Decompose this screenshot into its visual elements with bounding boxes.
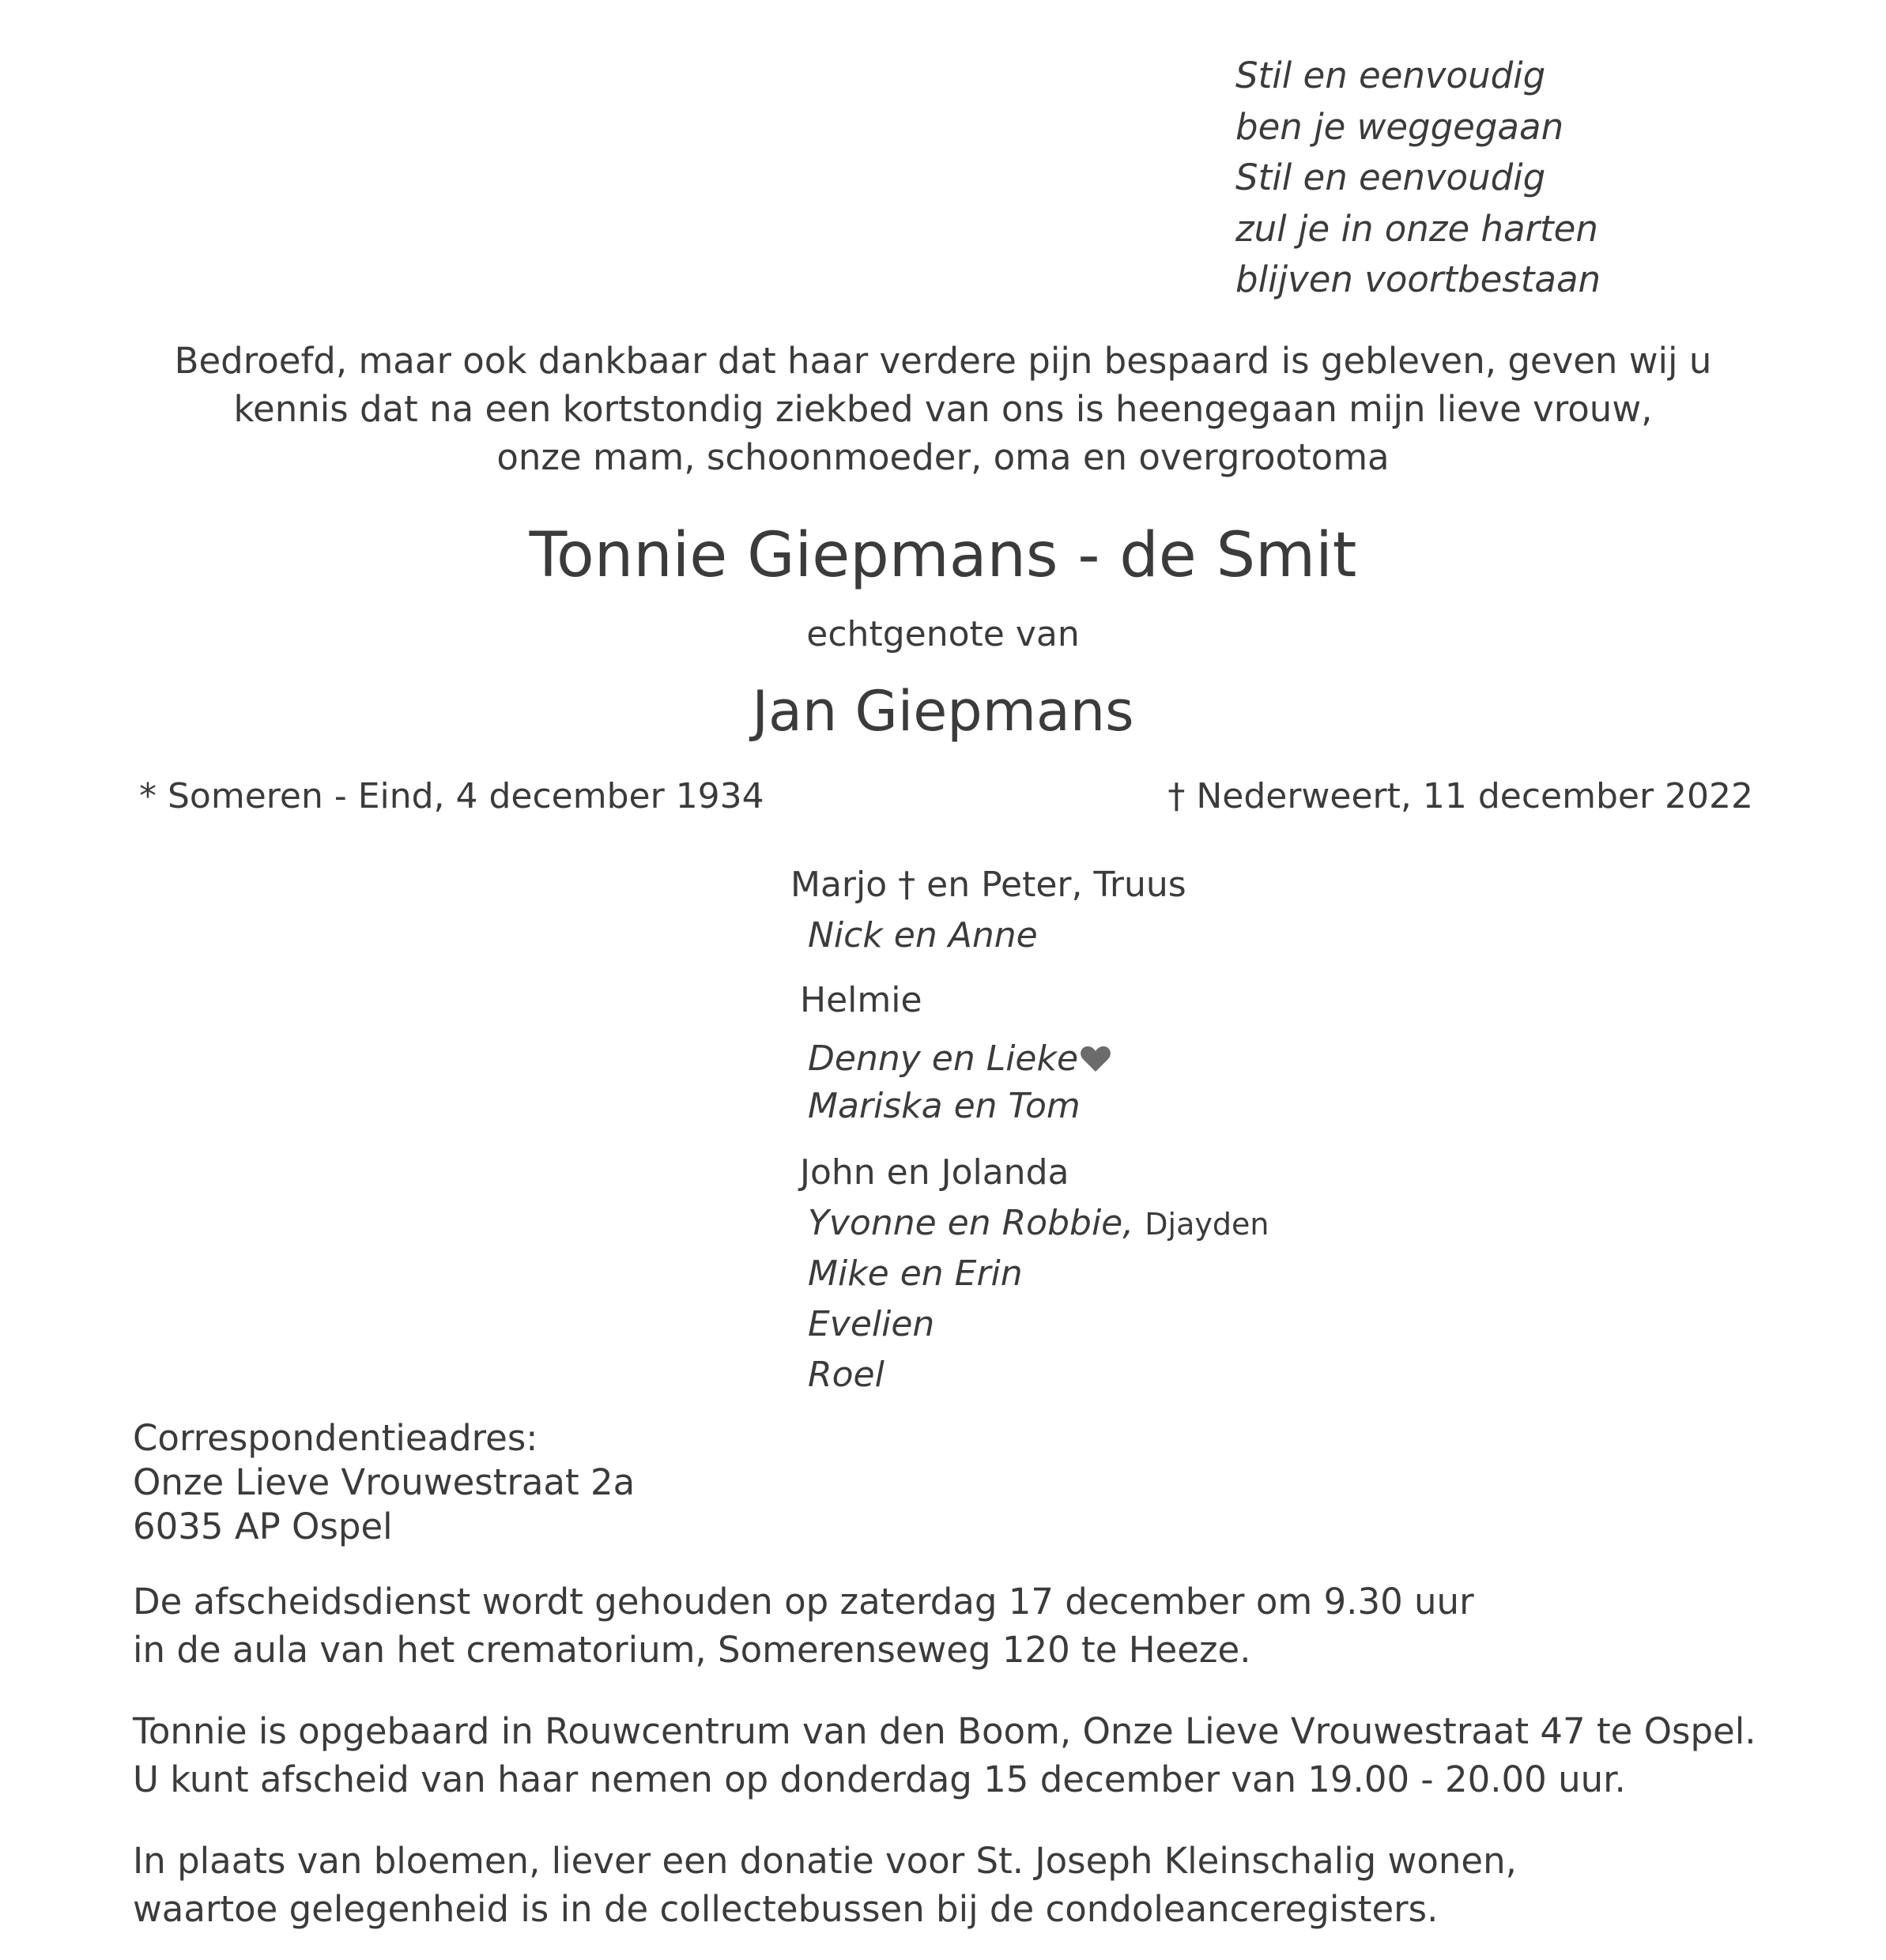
family-parents: John en Jolanda (800, 1152, 1069, 1193)
family-child: Evelien (808, 1304, 935, 1344)
poem (1235, 51, 1601, 306)
heart-icon (1080, 1040, 1111, 1084)
address-line: Correspondentieadres: (133, 1417, 538, 1459)
poem-line: Stil en eenvoudig (1235, 55, 1546, 96)
service-line: De afscheidsdienst wordt gehouden op zaterdag 17 december om 9.30 uur (133, 1581, 1474, 1623)
intro-line: onze mam, schoonmoeder, oma en overgrootoma (496, 436, 1390, 478)
donation-info (133, 1837, 1517, 1933)
family-child: Roel (808, 1355, 885, 1395)
service-line: in de aula van het crematorium, Somerenseweg 120 te Heeze. (133, 1629, 1251, 1671)
poem-line: zul je in onze harten (1235, 207, 1598, 250)
poem-line: blijven voortbestaan (1235, 258, 1601, 300)
death-info: † Nederweert, 11 december 2022 (1167, 776, 1753, 816)
service-info (133, 1577, 1474, 1674)
viewing-line: Tonnie is opgebaard in Rouwcentrum van den Boom, Onze Lieve Vrouwestraat 47 te Ospel. (133, 1710, 1756, 1752)
family-parents: Marjo † en Peter, Truus (790, 865, 1186, 905)
family-child: Nick en Anne (808, 915, 1038, 956)
great-grandchild: Djayden (1145, 1207, 1269, 1242)
family-child: Mariska en Tom (808, 1086, 1081, 1126)
donation-line: In plaats van bloemen, liever een donatie voor St. Joseph Kleinschalig wonen, (133, 1840, 1517, 1882)
address-line: Onze Lieve Vrouwestraat 2a (133, 1461, 636, 1503)
address-line: 6035 AP Ospel (133, 1506, 393, 1547)
family-child: Yvonne en Robbie, (808, 1203, 1134, 1243)
family-child: Mike en Erin (808, 1253, 1023, 1294)
intro-line: Bedroefd, maar ook dankbaar dat haar verdere pijn bespaard is gebleven, geven wij u (174, 340, 1712, 382)
intro-paragraph (0, 337, 1886, 481)
poem-line: Stil en eenvoudig (1235, 156, 1546, 198)
viewing-line: U kunt afscheid van haar nemen op donderdag 15 december van 19.00 - 20.00 uur. (133, 1758, 1626, 1800)
donation-line: waartoe gelegenheid is in de collectebussen bij de condoleanceregisters. (133, 1888, 1439, 1930)
family-child: Denny en Lieke (808, 1038, 1079, 1079)
birth-info: * Someren - Eind, 4 december 1934 (139, 776, 764, 816)
correspondence-address (133, 1416, 635, 1549)
family-child-with-heart (808, 1037, 1111, 1084)
family-child-row (808, 1201, 1269, 1246)
spouse-name: Jan Giepmans (752, 679, 1134, 744)
intro-line: kennis dat na een kortstondig ziekbed van ons is heengegaan mijn lieve vrouw, (233, 388, 1653, 430)
poem-line: ben je weggegaan (1235, 105, 1564, 148)
deceased-name: Tonnie Giepmans - de Smit (529, 520, 1357, 591)
family-parents: Helmie (800, 980, 922, 1020)
viewing-info (133, 1707, 1756, 1804)
relation-label: echtgenote van (806, 614, 1080, 654)
